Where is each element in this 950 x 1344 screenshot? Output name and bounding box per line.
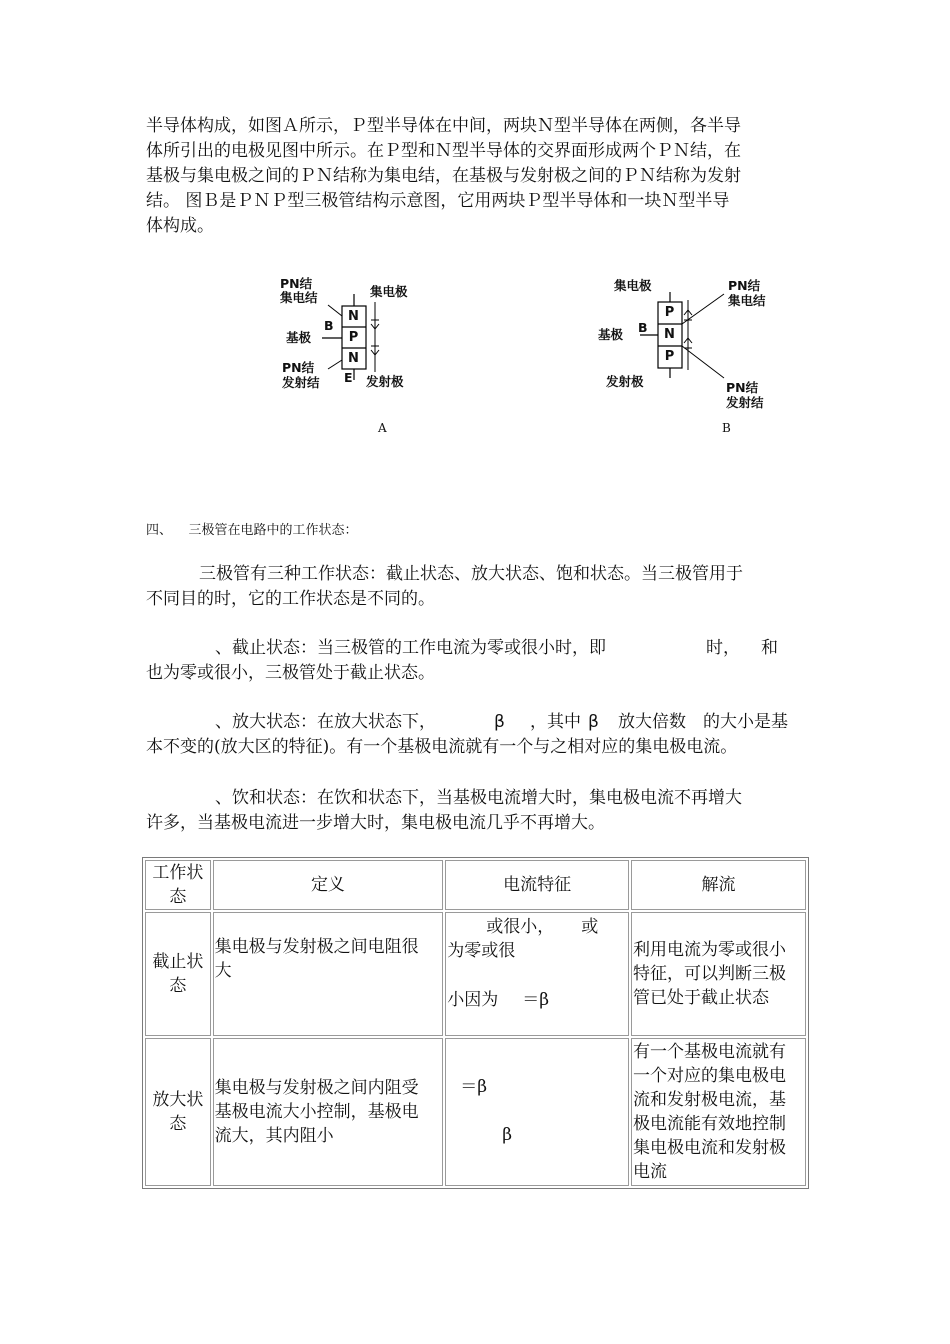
explain-line: 一个对应的集电极电 [633, 1066, 786, 1086]
header-state-line: 态 [169, 887, 187, 907]
header-current-feature: 电流特征 [445, 860, 629, 910]
definition-line: 集电极与发射极之间内阻受 [214, 1078, 419, 1098]
intro-line: 半导体构成，如图Ａ所示，Ｐ型半导体在中间，两块Ｎ型半导体在两侧，各半导 [146, 116, 741, 136]
emitter-label: 发射极 [606, 374, 644, 389]
cutoff-line2: 也为零或很小，三极管处于截止状态。 [146, 663, 435, 683]
cutoff-text: 时， [706, 638, 740, 658]
emitter-junction-label: 发射结 [282, 375, 320, 390]
explain-line: 管已处于截止状态 [633, 988, 769, 1008]
amplify-text: 、放大状态：在放大状态下， [215, 712, 436, 732]
state-cell [145, 912, 211, 1036]
figure-a-caption: A [378, 421, 387, 435]
amplify-text: 放大倍数 [618, 712, 686, 732]
explain-line: 流和发射极电流，基 [633, 1090, 786, 1110]
saturation-line: 许多，当基极电流进一步增大时，集电极电流几乎不再增大。 [146, 813, 605, 833]
table-row [145, 1038, 806, 1186]
amplify-line2: 本不变的(放大区的特征)。有一个基极电流就有一个与之相对应的集电极电流。 [146, 737, 738, 757]
current-text: 或很小， [486, 917, 555, 937]
table-header-row [145, 860, 806, 910]
collector-junction-label: 集电结 [280, 290, 318, 305]
explain-line: 电流 [633, 1162, 667, 1182]
definition-line: 集电极与发射极之间电阻很 [214, 937, 419, 957]
emitter-label: 发射极 [366, 374, 404, 389]
layer-n-top: N [348, 309, 359, 324]
emitter-junction-label: 发射结 [726, 395, 764, 410]
intro-line: 结。 图Ｂ是ＰＮＰ型三极管结构示意图，它用两块Ｐ型半导体和一块Ｎ型半导 [146, 191, 730, 211]
states-intro-line: 三极管有三种工作状态：截止状态、放大状态、饱和状态。当三极管用于 [199, 564, 743, 584]
header-definition: 定义 [213, 860, 444, 910]
current-feature-cell [445, 912, 629, 1036]
state-line: 态 [169, 1114, 187, 1134]
amplify-text: ，其中 [530, 712, 581, 732]
cutoff-text: 、截止状态：当三极管的工作电流为零或很小时，即 [215, 638, 606, 658]
emitter-letter: E [344, 370, 353, 385]
pn-junction-label: PN结 [280, 276, 313, 291]
pn-junction-label: PN结 [282, 360, 315, 375]
current-feature-cell [445, 1038, 629, 1186]
working-states-table [142, 857, 809, 1189]
figure-b-caption: B [722, 421, 731, 435]
saturation-line: 、饮和状态：在饮和状态下，当基极电流增大时，集电极电流不再增大 [215, 788, 742, 808]
figure-a-npn-diagram [278, 272, 428, 402]
current-text: 或 [581, 917, 599, 937]
intro-line: 体所引出的电极见图中所示。在Ｐ型和Ｎ型半导体的交界面形成两个ＰＮ结，在 [146, 141, 741, 161]
definition-line: 大 [214, 961, 232, 981]
definition-cell [213, 1038, 444, 1186]
intro-line: 基极与集电极之间的ＰＮ结称为集电结，在基极与发射极之间的ＰＮ结称为发射 [146, 166, 741, 186]
definition-line: 基极电流大小控制，基极电 [214, 1102, 419, 1122]
explanation-cell [631, 912, 806, 1036]
explanation-cell [631, 1038, 806, 1186]
definition-line: 流大，其内阻小 [214, 1126, 334, 1146]
layer-n-bottom: N [348, 351, 359, 366]
amplify-text: 的大小是基 [703, 712, 788, 732]
base-label: 基极 [286, 330, 312, 345]
base-label: 基极 [598, 327, 624, 342]
current-text: ＝β [460, 1077, 488, 1097]
explain-line: 极电流能有效地控制 [633, 1114, 786, 1134]
current-text: 小因为 [447, 990, 499, 1010]
explain-line: 有一个基极电流就有 [633, 1042, 786, 1062]
layer-p-bottom: P [664, 349, 675, 364]
intro-line: 体构成。 [146, 216, 214, 236]
collector-label: 集电极 [370, 284, 408, 299]
base-letter: B [324, 318, 334, 333]
current-text: 为零或很 [447, 941, 516, 961]
beta-symbol: β [494, 712, 505, 732]
explain-line: 集电极电流和发射极 [633, 1138, 786, 1158]
collector-junction-label: 集电结 [728, 293, 766, 308]
table-row [145, 912, 806, 1036]
state-line: 放大状 [152, 1090, 204, 1110]
header-state-line: 工作状 [152, 863, 204, 883]
explain-line: 特征，可以判断三极 [633, 964, 786, 984]
state-line: 截止状 [152, 952, 204, 972]
section-heading: 四、 三极管在电路中的工作状态： [146, 523, 358, 538]
state-cell [145, 1038, 211, 1186]
figure-b-pnp-diagram [596, 272, 786, 417]
base-letter: B [638, 320, 648, 335]
cutoff-text: 和 [761, 638, 778, 658]
beta-symbol: β [588, 712, 599, 732]
state-line: 态 [169, 976, 187, 996]
explain-line: 利用电流为零或很小 [633, 940, 786, 960]
pn-junction-label: PN结 [728, 278, 761, 293]
layer-n: N [664, 327, 675, 342]
current-text: β [502, 1125, 513, 1145]
current-text: ＝β [522, 990, 550, 1010]
states-intro-line: 不同目的时，它的工作状态是不同的。 [146, 589, 435, 609]
pn-junction-label: PN结 [726, 380, 759, 395]
intro-paragraph [146, 114, 808, 239]
definition-cell [213, 912, 444, 1036]
header-explanation: 解流 [631, 860, 806, 910]
layer-p-top: P [664, 305, 675, 320]
collector-label: 集电极 [614, 278, 652, 293]
header-state [145, 860, 211, 910]
layer-p: P [348, 330, 359, 345]
